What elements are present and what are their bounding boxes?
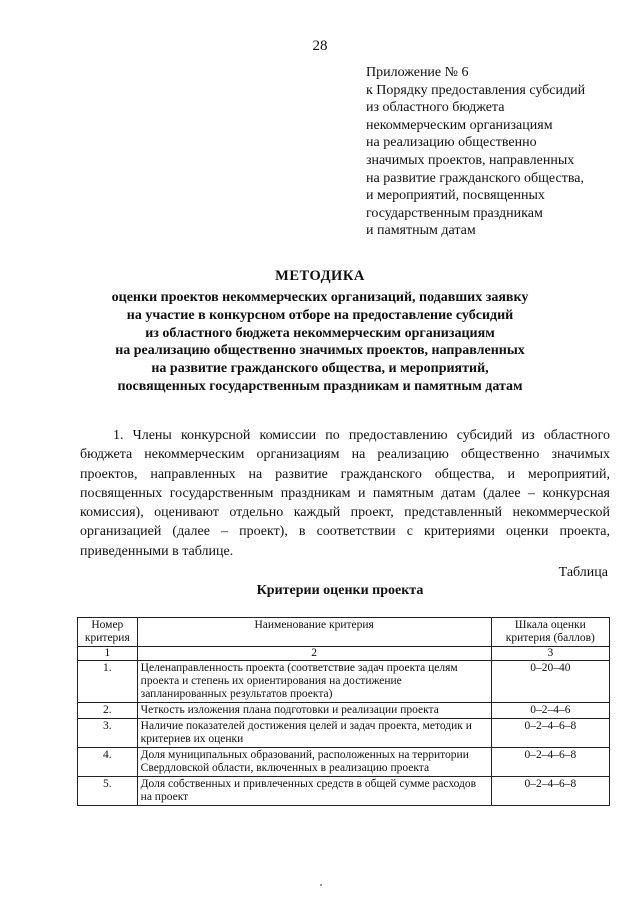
header-number: Номер критерия [78,618,138,647]
paragraph-line: организацией (далее – проект), в соответствии с критериями оценки проекта, [80,524,610,540]
table-header-row [78,618,610,647]
table-title: Критерии оценки проекта [256,583,424,598]
subtitle-line: на реализацию общественно значимых проектов, направленных [115,343,525,359]
appendix-line: и памятным датам [366,223,476,239]
appendix-line: значимых проектов, направленных [366,152,575,168]
table-caption: Таблица [558,565,608,580]
document-subtitle [0,289,640,396]
row-number: 5. [78,777,138,806]
appendix-line: из областного бюджета [366,100,505,116]
appendix-line: и мероприятий, посвященных [366,188,545,204]
appendix-line: Приложение № 6 [366,65,469,80]
index-cell: 1 [78,647,138,661]
appendix-line: на реализацию общественно [366,135,537,151]
row-criterion: Целенаправленность проекта (соответствие задач проекта целям проекта и степень их ориентирования на достижение запланированных результатов проекта) [137,661,491,703]
paragraph-line: посвященных государственным праздникам и памятным датам (далее – конкурсная [80,485,610,501]
row-criterion: Наличие показателей достижения целей и задач проекта, методик и критериев их оценки [137,719,491,748]
row-criterion: Четкость изложения плана подготовки и реализации проекта [137,703,491,719]
table-index-row [78,647,610,661]
document-title: МЕТОДИКА [275,268,365,284]
row-number: 3. [78,719,138,748]
index-cell: 3 [491,647,609,661]
table-row [78,719,610,748]
row-criterion: Доля собственных и привлеченных средств в общей сумме расходов на проект [137,777,491,806]
paragraph-line: 1. Члены конкурсной комиссии по предоставлению субсидий из областного [113,428,610,443]
row-scale: 0–2–4–6 [491,703,609,719]
subtitle-line: посвященных государственным праздникам и памятным датам [117,378,523,394]
paragraph-line: приведенными в таблице. [80,543,234,559]
paragraph-line: бюджета некоммерческим организациям на реализацию общественно значимых [80,447,610,463]
table-row [78,661,610,703]
appendix-line: некоммерческим организациям [366,117,553,133]
row-scale: 0–2–4–6–8 [491,777,609,806]
appendix-line: государственным праздникам [366,205,543,221]
scan-dot-icon [320,884,322,886]
table-row [78,748,610,777]
row-criterion: Доля муниципальных образований, расположенных на территории Свердловской области, включенных в реализацию проекта [137,748,491,777]
row-scale: 0–20–40 [491,661,609,703]
paragraph-line: проектов, направленных на развитие гражданского общества, и мероприятий, [80,466,610,482]
row-number: 2. [78,703,138,719]
row-scale: 0–2–4–6–8 [491,748,609,777]
subtitle-line: оценки проектов некоммерческих организаций, подавших заявку [111,290,529,305]
appendix-line: к Порядку предоставления субсидий [366,82,586,98]
appendix-note [366,64,626,240]
subtitle-line: из областного бюджета некоммерческим организациям [145,325,495,341]
row-number: 1. [78,661,138,703]
header-name: Наименование критерия [137,618,491,647]
table-row [78,703,610,719]
page-number: 28 [312,38,328,54]
index-cell: 2 [137,647,491,661]
table-row [78,777,610,806]
row-scale: 0–2–4–6–8 [491,719,609,748]
body-paragraph [80,426,610,561]
appendix-line: на развитие гражданского общества, [366,170,584,186]
criteria-table [77,617,610,806]
row-number: 4. [78,748,138,777]
subtitle-line: на развитие гражданского общества, и мероприятий, [151,361,489,377]
header-scale: Шкала оценки критерия (баллов) [491,618,609,647]
subtitle-line: на участие в конкурсном отборе на предоставление субсидий [126,307,514,323]
paragraph-line: комиссия), оценивают отдельно каждый проект, представленный некоммерческой [80,505,610,521]
